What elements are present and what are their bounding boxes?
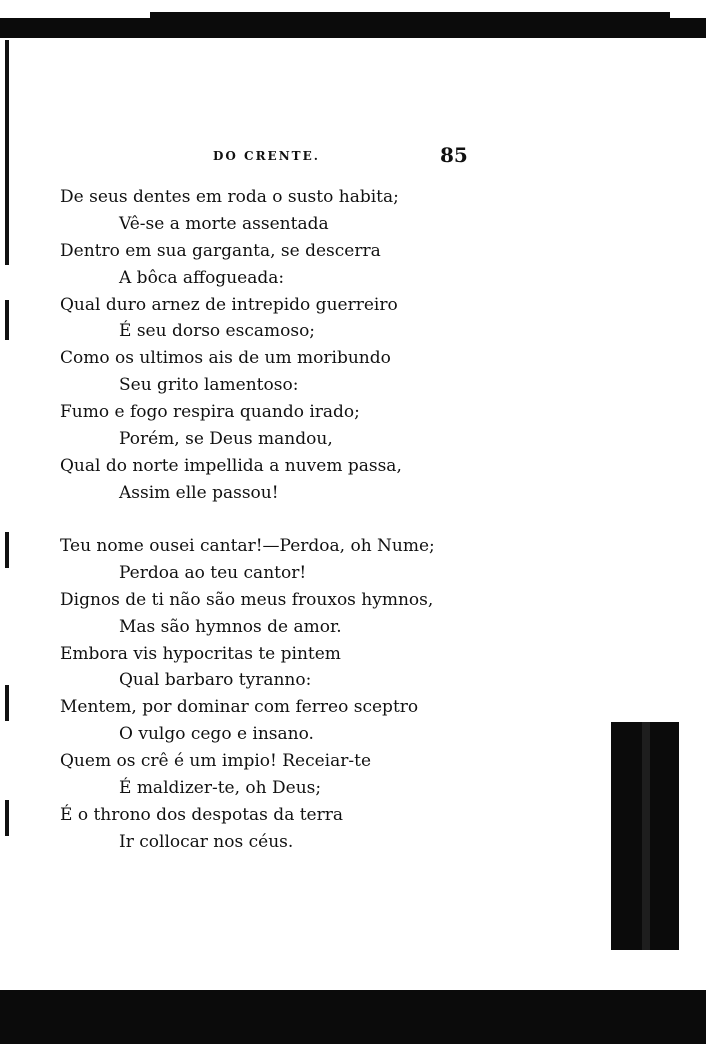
verse-line: Dentro em sua garganta, se descerra: [60, 240, 381, 261]
verse-line: Fumo e fogo respira quando irado;: [60, 402, 360, 423]
verse-line: Ir collocar nos céus.: [119, 831, 294, 852]
verse-line: Como os ultimos ais de um moribundo: [60, 348, 391, 369]
verse-line: Qual do norte impellida a nuvem passa,: [60, 455, 402, 476]
verse-line: Mas são hymnos de amor.: [119, 616, 342, 637]
verse-line: A bôca affogueada:: [119, 267, 285, 288]
verse-line: Perdoa ao teu cantor!: [119, 562, 307, 583]
verse-line: Vê-se a morte assentada: [119, 213, 329, 234]
stanza: [60, 533, 480, 856]
verse-line: Teu nome ousei cantar!—Perdoa, oh Nume;: [60, 536, 435, 556]
scan-left-edge-mark: [5, 800, 9, 836]
verse-line: É o throno dos despotas da terra: [60, 804, 344, 825]
verse-line: Qual duro arnez de intrepido guerreiro: [60, 294, 398, 315]
verse-line: Mentem, por dominar com ferreo sceptro: [60, 697, 419, 718]
verse-line: Qual barbaro tyranno:: [119, 670, 312, 691]
scan-left-edge-mark: [5, 685, 9, 721]
verse-line: Embora vis hypocritas te pintem: [60, 643, 341, 664]
scan-top-border: [0, 18, 706, 38]
scan-left-edge-mark: [5, 40, 9, 265]
verse-line: É maldizer-te, oh Deus;: [119, 778, 322, 799]
verse-line: Quem os crê é um impio! Receiar-te: [60, 751, 372, 772]
running-title: DO CRENTE.: [213, 149, 320, 163]
verse-line: Porém, se Deus mandou,: [119, 429, 333, 450]
verse-line: É seu dorso escamoso;: [119, 321, 316, 342]
verse-line: Dignos de ti não são meus frouxos hymnos,: [60, 589, 434, 610]
page-number: 85: [440, 143, 468, 167]
verse-line: De seus dentes em roda o susto habita;: [60, 187, 399, 207]
verse-line: Seu grito lamentoso:: [119, 375, 299, 396]
scan-bottom-border: [0, 990, 706, 1044]
verse-line: Assim elle passou!: [119, 482, 279, 503]
scan-left-edge-mark: [5, 532, 9, 568]
scan-left-edge-mark: [5, 300, 9, 340]
stanza: [60, 184, 480, 507]
verse-line: O vulgo cego e insano.: [119, 724, 314, 745]
scan-right-edge-highlight: [642, 722, 650, 950]
scan-top-border-notch: [150, 12, 670, 20]
